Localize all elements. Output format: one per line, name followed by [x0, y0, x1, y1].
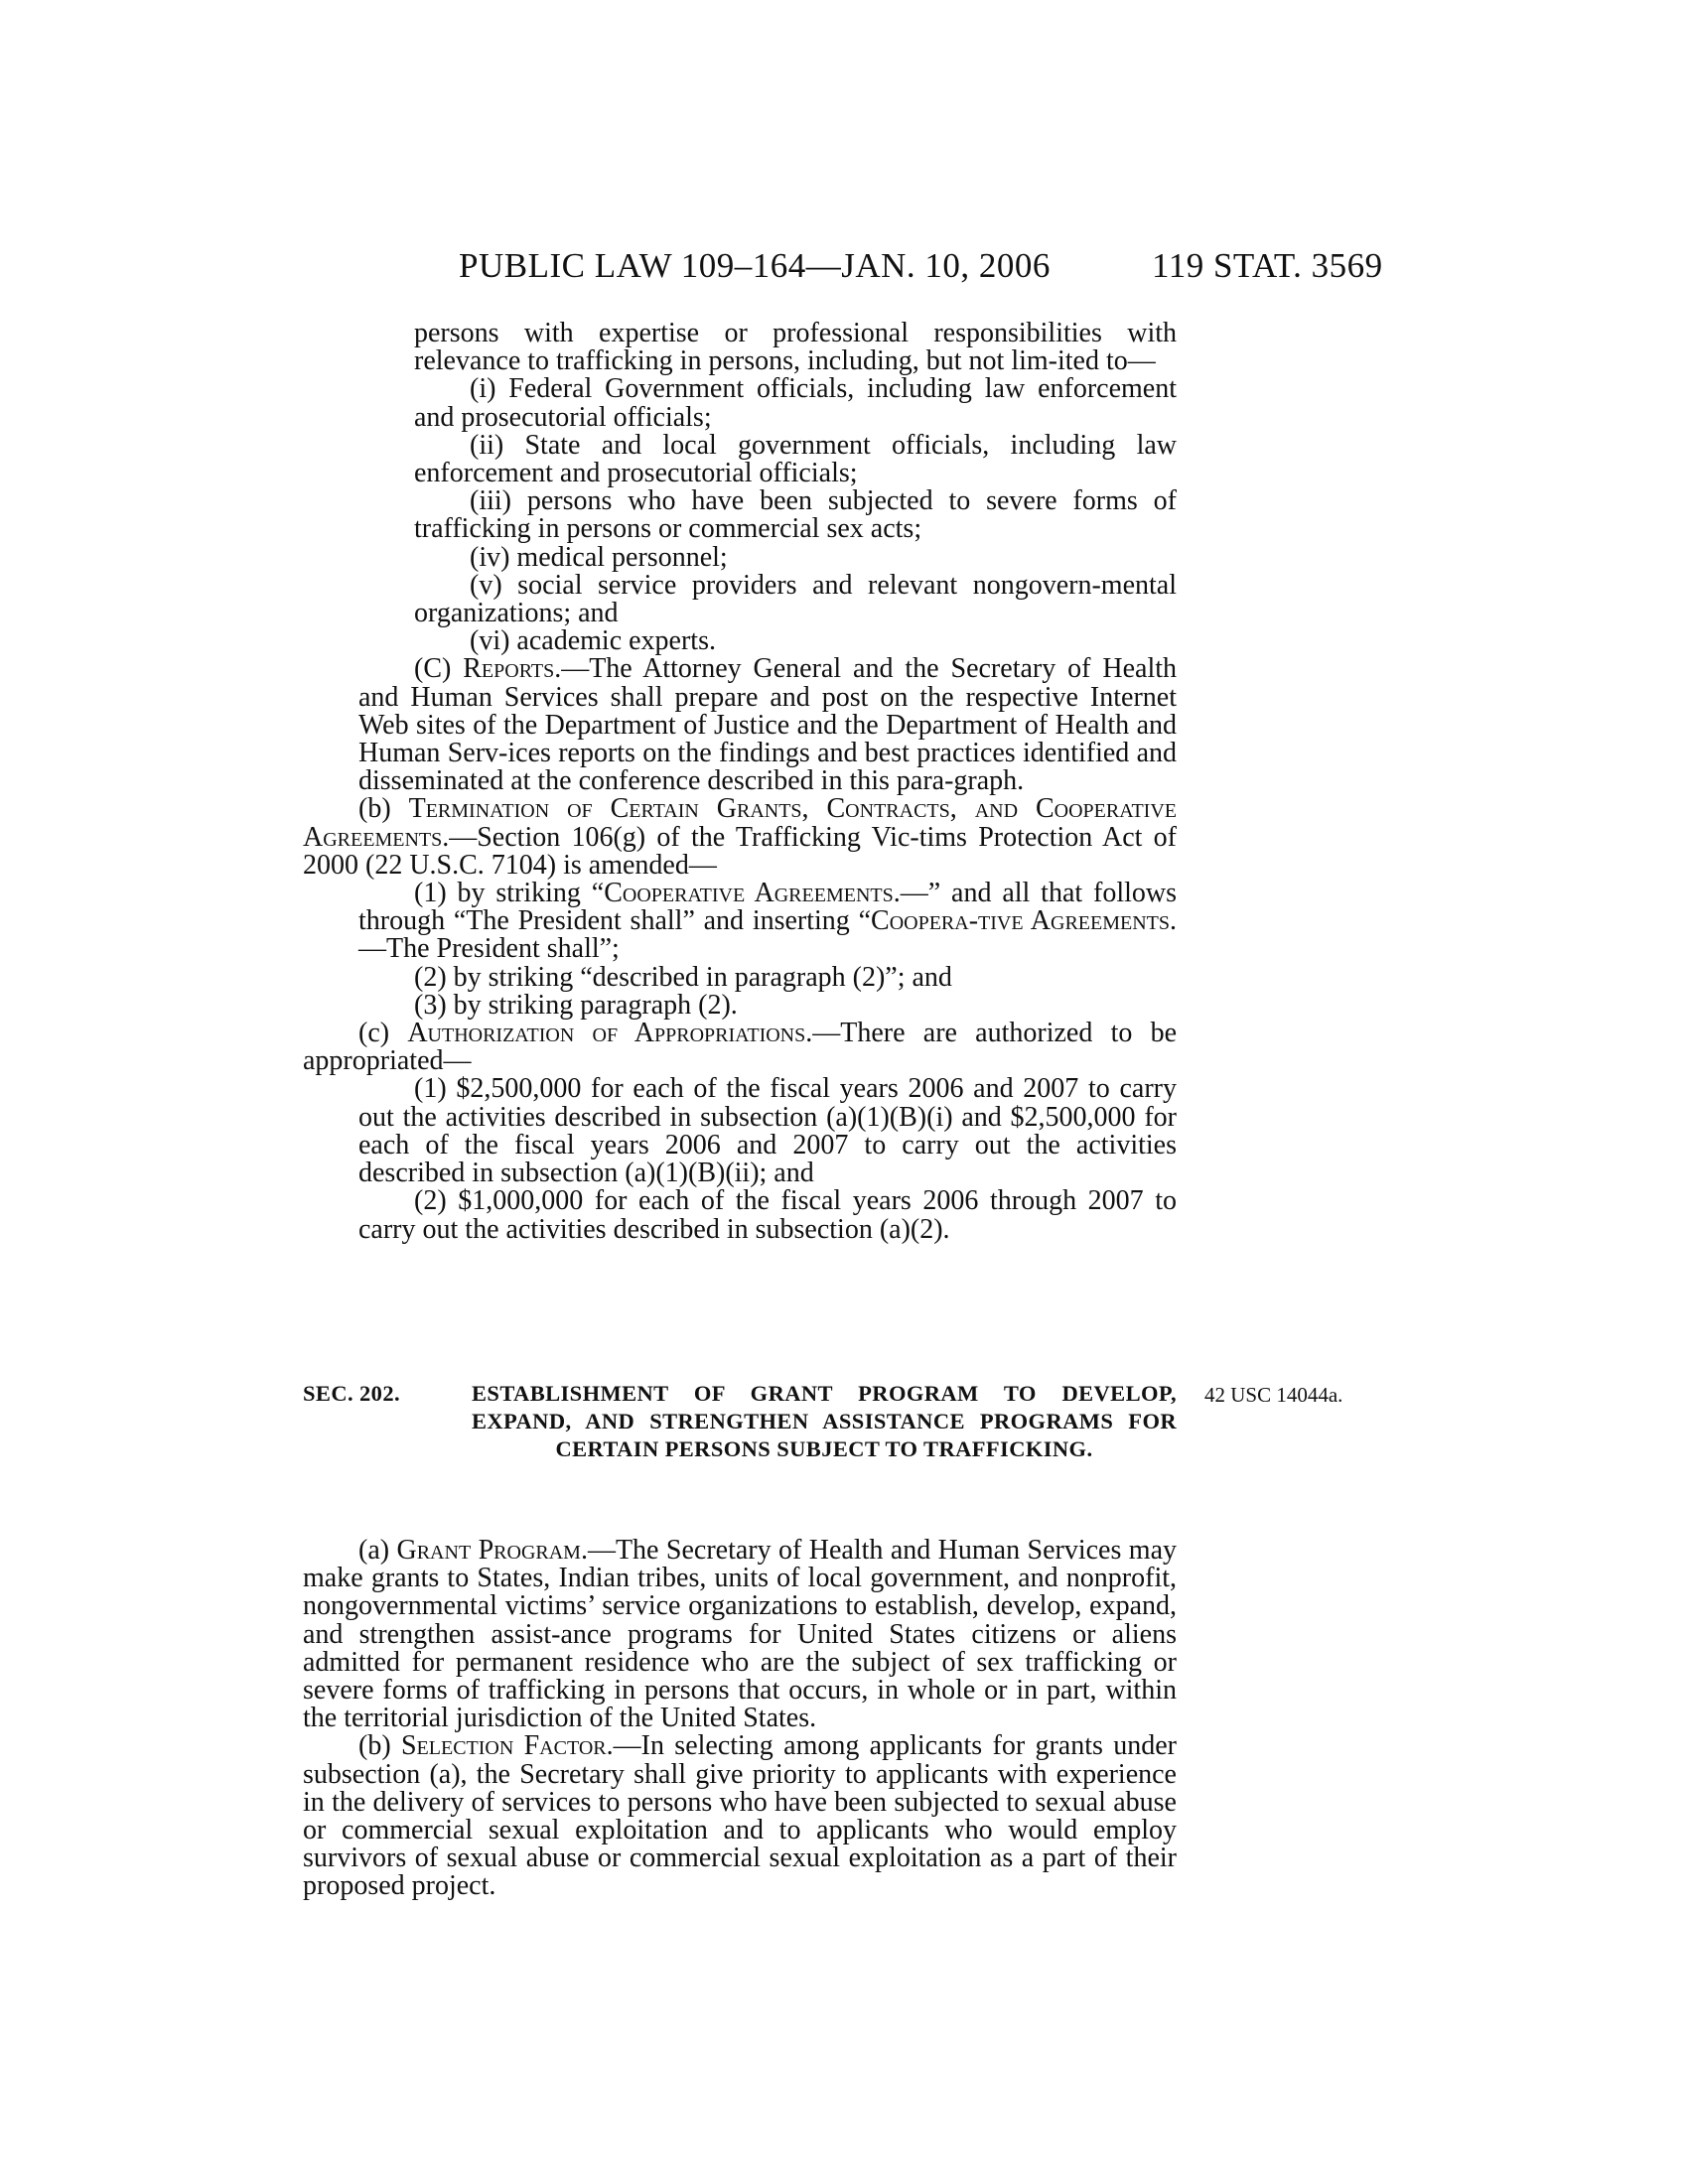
list-item: (ii) State and local government officials, including law enforcement and prosecutorial officials; — [414, 429, 1177, 489]
text-block-upper — [303, 320, 1177, 1244]
list-item-c2: (2) $1,000,000 for each of the fiscal years 2006 through 2007 to carry out the activities described in subsection (a)(2). — [358, 1185, 1177, 1245]
list-item-b1 — [358, 880, 1177, 964]
list-item-c1: (1) $2,500,000 for each of the fiscal years 2006 and 2007 to carry out the activities described in subsection (a)(1)(B)(i) and $2,500,000 for each of the fiscal years 2006 and 2007 to carry out the activities described in subsection (a)(1)(B)(ii); and — [358, 1073, 1177, 1189]
c-reports-label: (C) — [414, 653, 464, 685]
subsection-c-text: .—There are authorized to be appropriated— — [303, 1018, 1178, 1077]
paragraph-c-reports — [358, 655, 1177, 795]
grant-program-label: (a) — [358, 1535, 397, 1566]
list-item: (iii) persons who have been subjected to severe forms of trafficking in persons or commercial sex acts; — [414, 485, 1177, 545]
paragraph-grant-program — [303, 1537, 1177, 1732]
list-item: (vi) academic experts. — [470, 625, 716, 657]
text-block-lower — [303, 1537, 1177, 1901]
section-heading — [303, 1380, 1177, 1463]
selection-factor-label: (b) — [358, 1730, 401, 1762]
c-reports-text: .—The Attorney General and the Secretary of Health and Human Services shall prepare and post on the respective Internet Web sites of the Department of Justice and the Department of Health and Human Serv-ices reports on the findings and best practices identified and disseminated at the conference described in this para-graph. — [358, 653, 1178, 797]
section-number: SEC. 202. — [303, 1381, 400, 1406]
paragraph-subsection-b — [303, 795, 1177, 880]
list-item: (iv) medical personnel; — [470, 541, 728, 573]
subsection-b-text: .—Section 106(g) of the Trafficking Vic-tims Protection Act of 2000 (22 U.S.C. 7104) is amended— — [303, 821, 1177, 881]
list-item: (i) Federal Government officials, including law enforcement and prosecutorial officials; — [414, 373, 1177, 433]
b1-sc-2: Coopera-tive Agreements — [871, 905, 1171, 937]
running-head-title: PUBLIC LAW 109–164—JAN. 10, 2006 — [459, 246, 1051, 285]
b1-sc-1: Cooperative Agreements — [604, 878, 894, 909]
subsection-c-label: (c) — [358, 1018, 408, 1049]
selection-factor-heading: Selection Factor — [400, 1730, 607, 1762]
paragraph-intro: persons with expertise or professional responsibilities with relevance to trafficking in persons, including, but not lim-ited to— — [414, 318, 1177, 377]
list-item-b3: (3) by striking paragraph (2). — [414, 989, 738, 1021]
grant-program-text: .—The Secretary of Health and Human Services may make grants to States, Indian tribes, units of local government, and nonprofit, nongovernmental victims’ service organizations to establish, develop, expand, and strengthen assist-ance programs for United States citizens or aliens admitted for permanent residence who are the subject of sex trafficking or severe forms of trafficking in persons that occurs, in whole or in part, within the territorial jurisdiction of the United States. — [303, 1535, 1178, 1734]
paragraph-selection-factor — [303, 1732, 1177, 1900]
running-head-page-number: 119 STAT. 3569 — [1152, 246, 1383, 285]
selection-factor-text: .—In selecting among applicants for grants under subsection (a), the Secretary shall give priority to applicants with experience in the delivery of services to persons who have been subjected to sexual abuse or commercial sexual exploitation and to applicants who would employ survivors of sexual abuse or commercial sexual exploitation as a part of their proposed project. — [303, 1730, 1177, 1902]
grant-program-heading: Grant Program — [396, 1535, 581, 1566]
b1-text-pre: (1) by striking “ — [414, 878, 605, 909]
b1-text-post: .—The President shall”; — [358, 905, 1178, 965]
margin-citation-note: 42 USC 14044a. — [1204, 1383, 1343, 1407]
b1-text-mid: .—” and all that follows through “The President shall” and inserting “ — [358, 878, 1177, 937]
paragraph-subsection-c — [303, 1020, 1177, 1075]
subsection-b-heading: Termination of Certain Grants, Contracts, and Cooperative Agreements — [303, 793, 1177, 853]
section-title: ESTABLISHMENT OF GRANT PROGRAM TO DEVELOP, EXPAND, AND STRENGTHEN ASSISTANCE PROGRAMS FOR CERTAIN PERSONS SUBJECT TO TRAFFICKING. — [472, 1381, 1177, 1461]
subsection-b-label: (b) — [358, 793, 409, 825]
c-reports-heading: Reports — [463, 653, 555, 685]
list-item: (v) social service providers and relevant nongovern-mental organizations; and — [414, 569, 1177, 629]
list-item-b2: (2) by striking “described in paragraph (2)”; and — [414, 961, 952, 993]
subsection-c-heading: Authorization of Appropriations — [407, 1018, 806, 1049]
